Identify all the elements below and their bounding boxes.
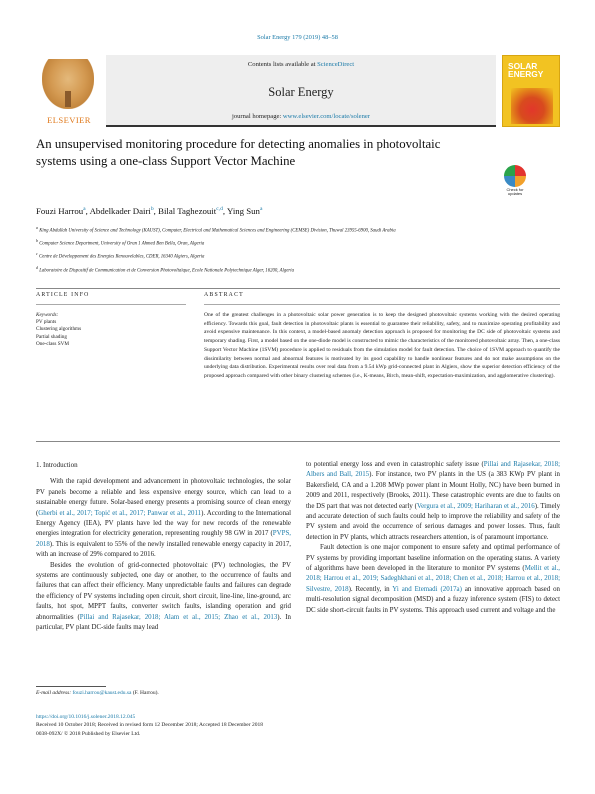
- body-text: Besides the evolution of grid-connected photovoltaic (PV) technologies, the PV systems are continuously subjected, one day or another, to the occurrence of faults and failures that can affect their efficiency. Many unpredictable faults and failures can degrade the efficiency of PV systems including open circuit, short circuit, line-line, line-ground, arc faults, hot spot, MPPT faults, converter switch faults, islanding operation and grid abnormalities (: [36, 561, 291, 621]
- author-affil-sup[interactable]: b: [150, 206, 154, 213]
- author-affil-sup[interactable]: a: [83, 206, 86, 213]
- keyword: Partial shading: [36, 333, 67, 340]
- sciencedirect-link[interactable]: ScienceDirect: [317, 61, 355, 68]
- body-text: With the rapid development and advancement in photovoltaic technologies, the solar PV panels become a reliable and less expensive energy source, which can lead to a sustainable energy future. Solar-based energy presents a promising source of clean energy (: [36, 478, 291, 517]
- affiliation-item: [36, 249, 566, 262]
- author[interactable]: [90, 206, 159, 216]
- body-text: ). According to the International Energy Agency (IEA), PV plants have led the way for new records of the renewable energies integration for electricity generation, representing roughly 98 GW in 2017 (: [36, 509, 291, 538]
- citation-link[interactable]: Pillai and Rajasekar, 2018; Alam et al., 2015; Zhao et al., 2013: [79, 613, 278, 621]
- homepage-line: [106, 113, 496, 120]
- crossmark-label-line-2: updates: [507, 191, 523, 197]
- crossmark-label-line-1: Check for: [506, 187, 524, 192]
- contents-line: [106, 61, 496, 68]
- divider: [204, 304, 560, 305]
- citation-link[interactable]: Mellit et al., 2018; Harrou et al., 2019; Sadeghkhani et al., 2018; Chen et al., 2018; Harrou et al., 2018; Silvestre, 2018: [306, 565, 561, 593]
- citation-link[interactable]: Vergura et al., 2009; Hariharan et al., 2016: [416, 502, 535, 510]
- tree-trunk-icon: [65, 91, 71, 107]
- affiliation-sup: b: [36, 238, 38, 244]
- body-text: Fault detection is one major component to ensure safety and optimal performance of PV systems by providing important baseline information on the operating status. A variety of algorithms have been developed in the literature to monitor PV systems (: [306, 544, 560, 573]
- sun-image-icon: [511, 88, 553, 124]
- affiliation-text: Laboratoire de Dispositif de Communication et de Conversion Photovoltaïque, Ecole Nationale Polytechnique Alger, 16200, Algeria: [39, 268, 294, 274]
- article-title: An unsupervised monitoring procedure for detecting anomalies in photovoltaic systems using a one-class Support Vector Machine: [36, 137, 441, 168]
- body-paragraph: [306, 460, 560, 543]
- affiliation-sup: a: [36, 225, 38, 230]
- body-paragraph: [36, 477, 291, 560]
- citation-link[interactable]: Pillai and Rajasekar, 2018; Albers and Ball, 2015: [306, 461, 560, 479]
- body-text: ). Recently, in: [348, 585, 393, 593]
- author-affil-sup[interactable]: a: [259, 206, 263, 213]
- elsevier-logo: [36, 55, 102, 127]
- body-text: to potential energy loss and even in catastrophic safety issue (: [306, 461, 484, 468]
- received-dates: Received 10 October 2018; Received in revised form 12 December 2018; Accepted 18 December 2018: [36, 722, 263, 729]
- keyword: One-class SVM: [36, 340, 69, 347]
- contents-prefix: Contents lists available at: [247, 61, 318, 68]
- article-metadata: [36, 713, 263, 738]
- divider: [36, 304, 186, 305]
- journal-header: [36, 55, 560, 127]
- abstract-text: One of the greatest challenges in a photovoltaic solar power generation is to keep the designed photovoltaic systems working with the desired operating efficiency. Towards this goal, fault detection in photovoltaic plants is essential to guarantee their reliability, safety, and to maximize operating profitability and avoid expensive maintenance. In this context, a model-based anomaly detection approach is proposed for monitoring the DC side of photovoltaic systems and temporary shading. First, a model based on the one-diode model is constructed to mimic the characteristics of the monitored photovoltaic array. Then, a one-class Support Vector Machine (1SVM) procedure is applied to residuals from the simulation model for fault detection. The choice of 1SVM approach to quantify the dissimilarity between normal and abnormal features is motivated by its good capability to handle nonlinear features and do not make assumptions on the underlying data distribution. Experimental results over real data from a 9.54 kWp grid-connected plant in Algiers, show the superior detection efficiency of the proposed approach compared with other binary clustering schemes (i.e., K-means, Birch, mean-shift, expectation-maximization, and agglomerative clustering).: [204, 312, 560, 379]
- crossmark-label: [503, 188, 527, 197]
- body-column-left: [36, 460, 291, 634]
- publisher-name: ELSEVIER: [47, 115, 91, 125]
- affiliation-item: [36, 263, 566, 276]
- author-separator: ,: [153, 206, 159, 216]
- check-for-updates-button[interactable]: [503, 165, 527, 199]
- affiliation-sup: c: [36, 251, 38, 257]
- author-separator: ,: [85, 206, 90, 216]
- body-paragraph: [36, 561, 291, 634]
- affiliation-sup: d: [36, 264, 38, 270]
- body-paragraph: [306, 543, 560, 616]
- crossmark-icon: [504, 165, 526, 187]
- author[interactable]: [158, 206, 227, 216]
- author-separator: ,: [222, 206, 227, 216]
- abstract-label: ABSTRACT: [204, 292, 244, 298]
- body-text: ). Timely and accurate detection of such faults could help to improve the reliability and safety of the PV system and avoid the occurrence of serious damages and power losses. Thus, fault detection in PV plants, which attracts researchers attention, is of paramount importance.: [306, 502, 561, 541]
- section-heading: 1. Introduction: [36, 461, 78, 469]
- doi-link[interactable]: https://doi.org/10.1016/j.solener.2018.12.045: [36, 714, 136, 720]
- affiliations: [36, 223, 566, 276]
- keyword: Clustering algorithms: [36, 326, 82, 333]
- author-name: Bilal Taghezouit: [158, 206, 217, 216]
- keyword: PV plants: [36, 319, 57, 326]
- affiliation-text: King Abdullah University of Science and Technology (KAUST), Computer, Electrical and Mathematical Sciences and Engineering (CEMSE) Division, Thuwal 23955-6900, Saudi Arabia: [39, 228, 396, 234]
- affiliation-item: [36, 223, 566, 236]
- divider: [36, 441, 560, 442]
- copyright: 0038-092X/ © 2018 Published by Elsevier Ltd.: [36, 730, 141, 737]
- journal-cover-thumbnail: [502, 55, 560, 127]
- body-column-right: [306, 460, 560, 616]
- keywords-block: [36, 312, 166, 348]
- corresponding-author-footnote: [36, 690, 159, 696]
- body-text: ). In particular, PV plant DC-side faults may lead: [36, 613, 291, 632]
- cover-title: [508, 62, 543, 78]
- email-link[interactable]: fouzi.harrou@kaust.edu.sa: [72, 690, 132, 696]
- homepage-prefix: journal homepage:: [232, 113, 283, 120]
- article-info-label: ARTICLE INFO: [36, 292, 90, 298]
- affiliation-text: Centre de Développement des Energies Renouvelables, CDER, 16340 Algiers, Algeria: [38, 254, 205, 260]
- divider: [36, 288, 560, 289]
- body-text: ). This is equivalent to 55% of the newly installed renewable energy capacity in 2017, with an increase of 29% compared to 2016.: [36, 540, 291, 559]
- author-name: Fouzi Harrou: [36, 206, 84, 216]
- body-text: ). For instance, two PV plants in the US (a 383 KWp PV plant in Bakersfield, CA and a 1.208 MWp power plant in Mount Holly, NC) have been burned in 2009 and 2011, respectively (Brooks, 2011). These catastrophic events are due to faults on the DS part that was not detected early (: [306, 471, 560, 510]
- author-affil-sup[interactable]: c,d: [216, 206, 223, 213]
- citation-link[interactable]: Gherbi et al., 2017; Topić et al., 2017; Panwar et al., 2011: [38, 509, 202, 517]
- email-suffix: (F. Harrou).: [131, 690, 159, 696]
- author[interactable]: [36, 206, 90, 216]
- email-label: E-mail address:: [36, 690, 73, 696]
- footnote-divider: [36, 686, 106, 687]
- citation-link[interactable]: Yi and Etemadi (2017a): [392, 585, 462, 593]
- author-list: [36, 206, 556, 216]
- author-name: Ying Sun: [226, 206, 260, 216]
- journal-title: Solar Energy: [268, 85, 334, 99]
- journal-citation[interactable]: Solar Energy 179 (2019) 48–58: [257, 34, 338, 41]
- affiliation-text: Computer Science Department, University of Oran 1 Ahmed Ben Bella, Oran, Algeria: [39, 241, 205, 247]
- citation-link[interactable]: PVPS, 2018: [36, 530, 291, 548]
- journal-banner: [106, 55, 496, 127]
- keywords-heading: Keywords:: [36, 312, 59, 318]
- cover-title-line-2: ENERGY: [508, 69, 544, 79]
- cover-title-line-1: SOLAR: [508, 61, 538, 71]
- affiliation-item: [36, 236, 566, 249]
- body-text: an innovative approach based on multi-resolution signal decomposition (MSD) and a fuzzy inference system (FIS) to detect DC side short-circuit faults in PV systems. This approach used current and voltage and the: [306, 585, 560, 614]
- author[interactable]: [227, 206, 262, 216]
- homepage-link[interactable]: www.elsevier.com/locate/solener: [282, 113, 370, 120]
- author-name: Abdelkader Dairi: [89, 206, 151, 216]
